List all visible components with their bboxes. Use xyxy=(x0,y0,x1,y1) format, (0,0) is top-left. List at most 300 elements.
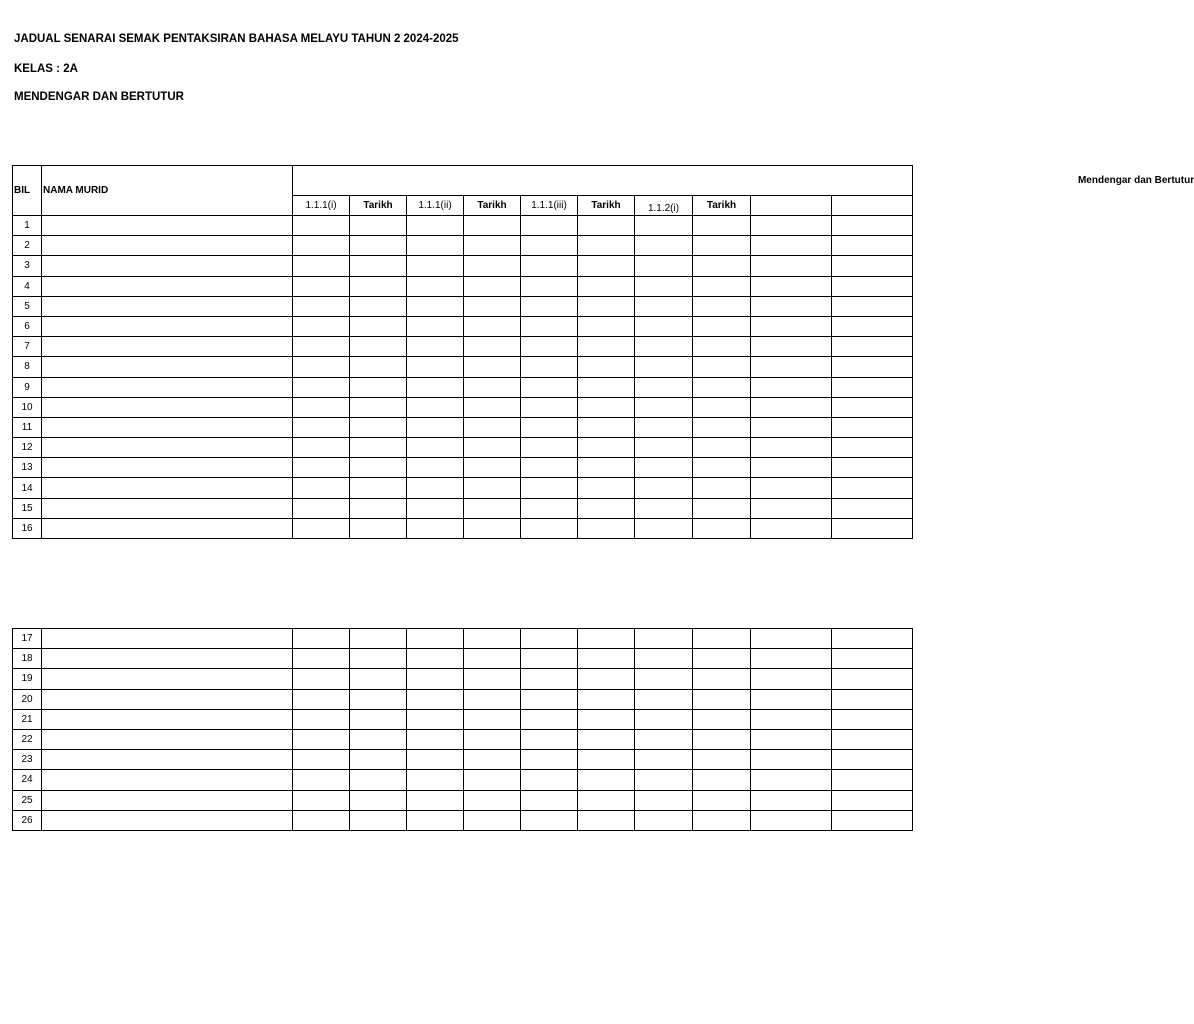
assessment-cell[interactable] xyxy=(635,770,693,790)
assessment-cell[interactable] xyxy=(521,296,578,316)
assessment-cell[interactable] xyxy=(293,216,350,236)
assessment-cell[interactable] xyxy=(635,649,693,669)
assessment-cell[interactable] xyxy=(407,256,464,276)
date-cell[interactable] xyxy=(693,729,751,749)
date-cell[interactable] xyxy=(578,478,635,498)
date-cell[interactable] xyxy=(832,256,913,276)
date-cell[interactable] xyxy=(578,629,635,649)
date-cell[interactable] xyxy=(832,518,913,538)
date-cell[interactable] xyxy=(464,276,521,296)
date-cell[interactable] xyxy=(832,316,913,336)
assessment-cell[interactable] xyxy=(751,649,832,669)
assessment-cell[interactable] xyxy=(293,669,350,689)
assessment-cell[interactable] xyxy=(635,236,693,256)
assessment-cell[interactable] xyxy=(635,357,693,377)
date-cell[interactable] xyxy=(464,689,521,709)
table-row xyxy=(13,458,913,478)
assessment-cell[interactable] xyxy=(751,296,832,316)
date-cell[interactable] xyxy=(350,790,407,810)
student-name-cell[interactable] xyxy=(42,397,293,417)
date-cell[interactable] xyxy=(464,629,521,649)
assessment-cell[interactable] xyxy=(751,810,832,830)
assessment-cell[interactable] xyxy=(521,276,578,296)
assessment-cell[interactable] xyxy=(521,256,578,276)
assessment-cell[interactable] xyxy=(635,810,693,830)
assessment-cell[interactable] xyxy=(751,377,832,397)
row-number: 1 xyxy=(13,216,42,236)
date-cell[interactable] xyxy=(578,216,635,236)
assessment-cell[interactable] xyxy=(293,276,350,296)
assessment-cell[interactable] xyxy=(635,709,693,729)
assessment-cell[interactable] xyxy=(293,478,350,498)
student-name-cell[interactable] xyxy=(42,629,293,649)
assessment-cell[interactable] xyxy=(635,669,693,689)
assessment-cell[interactable] xyxy=(635,478,693,498)
date-cell[interactable] xyxy=(578,276,635,296)
assessment-cell[interactable] xyxy=(751,689,832,709)
assessment-cell[interactable] xyxy=(293,709,350,729)
assessment-cell[interactable] xyxy=(751,216,832,236)
assessment-cell[interactable] xyxy=(751,276,832,296)
assessment-cell[interactable] xyxy=(407,770,464,790)
date-cell[interactable] xyxy=(693,377,751,397)
assessment-cell[interactable] xyxy=(751,518,832,538)
assessment-cell[interactable] xyxy=(293,689,350,709)
date-cell[interactable] xyxy=(578,518,635,538)
date-cell[interactable] xyxy=(350,377,407,397)
assessment-cell[interactable] xyxy=(521,458,578,478)
assessment-cell[interactable] xyxy=(521,669,578,689)
date-cell[interactable] xyxy=(350,810,407,830)
assessment-cell[interactable] xyxy=(407,518,464,538)
date-cell[interactable] xyxy=(578,810,635,830)
student-name-cell[interactable] xyxy=(42,689,293,709)
date-cell[interactable] xyxy=(464,709,521,729)
subheader-3: Tarikh xyxy=(464,196,521,216)
date-cell[interactable] xyxy=(693,337,751,357)
date-cell[interactable] xyxy=(832,236,913,256)
assessment-cell[interactable] xyxy=(407,478,464,498)
assessment-cell[interactable] xyxy=(521,790,578,810)
row-number: 23 xyxy=(13,750,42,770)
assessment-cell[interactable] xyxy=(407,236,464,256)
student-name-cell[interactable] xyxy=(42,669,293,689)
assessment-cell[interactable] xyxy=(751,417,832,437)
assessment-cell[interactable] xyxy=(293,649,350,669)
assessment-cell[interactable] xyxy=(407,669,464,689)
assessment-cell[interactable] xyxy=(751,669,832,689)
date-cell[interactable] xyxy=(832,649,913,669)
assessment-cell[interactable] xyxy=(293,810,350,830)
date-cell[interactable] xyxy=(350,478,407,498)
date-cell[interactable] xyxy=(464,810,521,830)
date-cell[interactable] xyxy=(832,276,913,296)
assessment-cell[interactable] xyxy=(635,276,693,296)
section-title: MENDENGAR DAN BERTUTUR xyxy=(14,91,184,103)
date-cell[interactable] xyxy=(578,709,635,729)
date-cell[interactable] xyxy=(350,649,407,669)
date-cell[interactable] xyxy=(464,337,521,357)
student-name-cell[interactable] xyxy=(42,377,293,397)
assessment-cell[interactable] xyxy=(635,377,693,397)
date-cell[interactable] xyxy=(578,296,635,316)
assessment-cell[interactable] xyxy=(751,629,832,649)
assessment-cell[interactable] xyxy=(751,790,832,810)
assessment-cell[interactable] xyxy=(521,709,578,729)
date-cell[interactable] xyxy=(832,629,913,649)
assessment-cell[interactable] xyxy=(521,397,578,417)
date-cell[interactable] xyxy=(578,790,635,810)
assessment-cell[interactable] xyxy=(521,478,578,498)
date-cell[interactable] xyxy=(578,649,635,669)
row-number: 24 xyxy=(13,770,42,790)
assessment-cell[interactable] xyxy=(751,729,832,749)
date-cell[interactable] xyxy=(693,689,751,709)
date-cell[interactable] xyxy=(832,296,913,316)
assessment-cell[interactable] xyxy=(293,518,350,538)
assessment-cell[interactable] xyxy=(751,256,832,276)
row-number: 11 xyxy=(13,417,42,437)
date-cell[interactable] xyxy=(693,498,751,518)
student-name-cell[interactable] xyxy=(42,417,293,437)
assessment-cell[interactable] xyxy=(521,236,578,256)
assessment-cell[interactable] xyxy=(635,316,693,336)
row-number: 5 xyxy=(13,296,42,316)
assessment-cell[interactable] xyxy=(521,498,578,518)
date-cell[interactable] xyxy=(693,397,751,417)
assessment-cell[interactable] xyxy=(293,790,350,810)
date-cell[interactable] xyxy=(693,276,751,296)
table-row xyxy=(13,276,913,296)
student-name-cell[interactable] xyxy=(42,296,293,316)
date-cell[interactable] xyxy=(464,236,521,256)
date-cell[interactable] xyxy=(578,357,635,377)
assessment-cell[interactable] xyxy=(293,377,350,397)
date-cell[interactable] xyxy=(693,478,751,498)
date-cell[interactable] xyxy=(350,216,407,236)
date-cell[interactable] xyxy=(693,649,751,669)
student-name-cell[interactable] xyxy=(42,770,293,790)
student-name-cell[interactable] xyxy=(42,729,293,749)
date-cell[interactable] xyxy=(464,296,521,316)
date-cell[interactable] xyxy=(832,750,913,770)
date-cell[interactable] xyxy=(464,478,521,498)
date-cell[interactable] xyxy=(578,377,635,397)
assessment-cell[interactable] xyxy=(293,236,350,256)
assessment-cell[interactable] xyxy=(635,790,693,810)
assessment-cell[interactable] xyxy=(293,316,350,336)
date-cell[interactable] xyxy=(832,216,913,236)
date-cell[interactable] xyxy=(578,770,635,790)
assessment-cell[interactable] xyxy=(407,417,464,437)
assessment-cell[interactable] xyxy=(407,689,464,709)
assessment-cell[interactable] xyxy=(751,357,832,377)
date-cell[interactable] xyxy=(464,729,521,749)
date-cell[interactable] xyxy=(350,417,407,437)
date-cell[interactable] xyxy=(693,236,751,256)
assessment-cell[interactable] xyxy=(293,629,350,649)
date-cell[interactable] xyxy=(693,438,751,458)
date-cell[interactable] xyxy=(693,216,751,236)
assessment-cell[interactable] xyxy=(635,256,693,276)
assessment-cell[interactable] xyxy=(521,377,578,397)
date-cell[interactable] xyxy=(832,709,913,729)
date-cell[interactable] xyxy=(350,729,407,749)
assessment-cell[interactable] xyxy=(407,810,464,830)
date-cell[interactable] xyxy=(350,689,407,709)
assessment-cell[interactable] xyxy=(407,629,464,649)
assessment-cell[interactable] xyxy=(751,498,832,518)
assessment-cell[interactable] xyxy=(407,397,464,417)
date-cell[interactable] xyxy=(350,438,407,458)
assessment-cell[interactable] xyxy=(293,498,350,518)
student-name-cell[interactable] xyxy=(42,810,293,830)
assessment-cell[interactable] xyxy=(293,337,350,357)
table-row xyxy=(13,478,913,498)
date-cell[interactable] xyxy=(832,790,913,810)
date-cell[interactable] xyxy=(693,316,751,336)
date-cell[interactable] xyxy=(693,750,751,770)
assessment-cell[interactable] xyxy=(635,750,693,770)
date-cell[interactable] xyxy=(693,770,751,790)
date-cell[interactable] xyxy=(350,498,407,518)
assessment-cell[interactable] xyxy=(521,649,578,669)
date-cell[interactable] xyxy=(832,377,913,397)
student-name-cell[interactable] xyxy=(42,709,293,729)
date-cell[interactable] xyxy=(350,256,407,276)
assessment-cell[interactable] xyxy=(635,729,693,749)
assessment-cell[interactable] xyxy=(521,770,578,790)
assessment-cell[interactable] xyxy=(635,498,693,518)
date-cell[interactable] xyxy=(693,357,751,377)
date-cell[interactable] xyxy=(350,296,407,316)
date-cell[interactable] xyxy=(578,417,635,437)
assessment-cell[interactable] xyxy=(407,790,464,810)
date-cell[interactable] xyxy=(693,790,751,810)
date-cell[interactable] xyxy=(350,458,407,478)
date-cell[interactable] xyxy=(693,629,751,649)
date-cell[interactable] xyxy=(350,669,407,689)
date-cell[interactable] xyxy=(578,689,635,709)
date-cell[interactable] xyxy=(832,729,913,749)
date-cell[interactable] xyxy=(350,518,407,538)
date-cell[interactable] xyxy=(578,397,635,417)
date-cell[interactable] xyxy=(693,458,751,478)
date-cell[interactable] xyxy=(464,216,521,236)
assessment-cell[interactable] xyxy=(407,357,464,377)
assessment-cell[interactable] xyxy=(407,649,464,669)
assessment-cell[interactable] xyxy=(293,256,350,276)
date-cell[interactable] xyxy=(464,669,521,689)
date-cell[interactable] xyxy=(578,256,635,276)
assessment-cell[interactable] xyxy=(407,276,464,296)
date-cell[interactable] xyxy=(464,498,521,518)
assessment-cell[interactable] xyxy=(521,357,578,377)
date-cell[interactable] xyxy=(350,337,407,357)
student-name-cell[interactable] xyxy=(42,498,293,518)
assessment-cell[interactable] xyxy=(751,438,832,458)
student-name-cell[interactable] xyxy=(42,458,293,478)
assessment-cell[interactable] xyxy=(293,296,350,316)
date-cell[interactable] xyxy=(832,770,913,790)
assessment-cell[interactable] xyxy=(407,458,464,478)
assessment-cell[interactable] xyxy=(751,458,832,478)
date-cell[interactable] xyxy=(578,236,635,256)
assessment-cell[interactable] xyxy=(407,316,464,336)
date-cell[interactable] xyxy=(464,770,521,790)
student-name-cell[interactable] xyxy=(42,750,293,770)
assessment-cell[interactable] xyxy=(635,417,693,437)
assessment-cell[interactable] xyxy=(635,216,693,236)
date-cell[interactable] xyxy=(578,316,635,336)
assessment-cell[interactable] xyxy=(407,438,464,458)
assessment-cell[interactable] xyxy=(635,397,693,417)
assessment-cell[interactable] xyxy=(293,750,350,770)
row-number: 9 xyxy=(13,377,42,397)
assessment-cell[interactable] xyxy=(635,629,693,649)
assessment-cell[interactable] xyxy=(635,518,693,538)
assessment-cell[interactable] xyxy=(751,750,832,770)
date-cell[interactable] xyxy=(832,357,913,377)
date-cell[interactable] xyxy=(693,709,751,729)
assessment-cell[interactable] xyxy=(293,397,350,417)
student-name-cell[interactable] xyxy=(42,337,293,357)
assessment-cell[interactable] xyxy=(293,729,350,749)
student-name-cell[interactable] xyxy=(42,236,293,256)
date-cell[interactable] xyxy=(578,750,635,770)
table-row xyxy=(13,316,913,336)
assessment-cell[interactable] xyxy=(751,397,832,417)
assessment-cell[interactable] xyxy=(751,709,832,729)
student-name-cell[interactable] xyxy=(42,357,293,377)
date-cell[interactable] xyxy=(350,276,407,296)
assessment-cell[interactable] xyxy=(751,236,832,256)
row-number: 15 xyxy=(13,498,42,518)
assessment-cell[interactable] xyxy=(751,316,832,336)
date-cell[interactable] xyxy=(464,458,521,478)
date-cell[interactable] xyxy=(350,770,407,790)
assessment-cell[interactable] xyxy=(521,750,578,770)
date-cell[interactable] xyxy=(832,458,913,478)
assessment-cell[interactable] xyxy=(407,377,464,397)
assessment-cell[interactable] xyxy=(521,689,578,709)
date-cell[interactable] xyxy=(464,790,521,810)
assessment-cell[interactable] xyxy=(293,417,350,437)
assessment-cell[interactable] xyxy=(293,438,350,458)
assessment-cell[interactable] xyxy=(407,296,464,316)
student-name-cell[interactable] xyxy=(42,316,293,336)
date-cell[interactable] xyxy=(578,458,635,478)
date-cell[interactable] xyxy=(464,357,521,377)
date-cell[interactable] xyxy=(832,438,913,458)
date-cell[interactable] xyxy=(464,518,521,538)
student-name-cell[interactable] xyxy=(42,649,293,669)
student-name-cell[interactable] xyxy=(42,478,293,498)
date-cell[interactable] xyxy=(832,417,913,437)
date-cell[interactable] xyxy=(350,629,407,649)
assessment-cell[interactable] xyxy=(521,337,578,357)
assessment-cell[interactable] xyxy=(635,458,693,478)
date-cell[interactable] xyxy=(578,669,635,689)
assessment-cell[interactable] xyxy=(635,438,693,458)
date-cell[interactable] xyxy=(578,729,635,749)
date-cell[interactable] xyxy=(350,357,407,377)
date-cell[interactable] xyxy=(464,316,521,336)
date-cell[interactable] xyxy=(832,669,913,689)
date-cell[interactable] xyxy=(693,810,751,830)
date-cell[interactable] xyxy=(464,649,521,669)
student-name-cell[interactable] xyxy=(42,276,293,296)
assessment-cell[interactable] xyxy=(521,810,578,830)
date-cell[interactable] xyxy=(832,337,913,357)
assessment-cell[interactable] xyxy=(521,438,578,458)
date-cell[interactable] xyxy=(578,337,635,357)
date-cell[interactable] xyxy=(350,709,407,729)
date-cell[interactable] xyxy=(464,377,521,397)
date-cell[interactable] xyxy=(350,750,407,770)
student-name-cell[interactable] xyxy=(42,790,293,810)
date-cell[interactable] xyxy=(350,236,407,256)
assessment-cell[interactable] xyxy=(521,518,578,538)
student-name-cell[interactable] xyxy=(42,438,293,458)
student-name-cell[interactable] xyxy=(42,216,293,236)
date-cell[interactable] xyxy=(693,296,751,316)
date-cell[interactable] xyxy=(464,256,521,276)
date-cell[interactable] xyxy=(832,397,913,417)
date-cell[interactable] xyxy=(693,256,751,276)
date-cell[interactable] xyxy=(693,669,751,689)
date-cell[interactable] xyxy=(464,438,521,458)
date-cell[interactable] xyxy=(693,417,751,437)
student-name-cell[interactable] xyxy=(42,518,293,538)
date-cell[interactable] xyxy=(578,438,635,458)
checklist-table-part-1-container xyxy=(12,165,1194,540)
assessment-cell[interactable] xyxy=(521,316,578,336)
assessment-cell[interactable] xyxy=(751,770,832,790)
assessment-cell[interactable] xyxy=(521,729,578,749)
assessment-cell[interactable] xyxy=(407,498,464,518)
date-cell[interactable] xyxy=(350,397,407,417)
assessment-cell[interactable] xyxy=(293,458,350,478)
date-cell[interactable] xyxy=(832,689,913,709)
date-cell[interactable] xyxy=(464,397,521,417)
date-cell[interactable] xyxy=(832,498,913,518)
date-cell[interactable] xyxy=(693,518,751,538)
assessment-cell[interactable] xyxy=(407,709,464,729)
assessment-cell[interactable] xyxy=(407,337,464,357)
assessment-cell[interactable] xyxy=(635,296,693,316)
assessment-cell[interactable] xyxy=(635,689,693,709)
assessment-cell[interactable] xyxy=(521,629,578,649)
assessment-cell[interactable] xyxy=(293,357,350,377)
date-cell[interactable] xyxy=(578,498,635,518)
assessment-cell[interactable] xyxy=(751,478,832,498)
assessment-cell[interactable] xyxy=(293,770,350,790)
date-cell[interactable] xyxy=(464,750,521,770)
assessment-cell[interactable] xyxy=(521,216,578,236)
student-name-cell[interactable] xyxy=(42,256,293,276)
assessment-cell[interactable] xyxy=(521,417,578,437)
date-cell[interactable] xyxy=(832,478,913,498)
assessment-cell[interactable] xyxy=(407,216,464,236)
assessment-cell[interactable] xyxy=(407,729,464,749)
date-cell[interactable] xyxy=(464,417,521,437)
assessment-cell[interactable] xyxy=(407,750,464,770)
assessment-cell[interactable] xyxy=(635,337,693,357)
date-cell[interactable] xyxy=(350,316,407,336)
assessment-cell[interactable] xyxy=(751,337,832,357)
date-cell[interactable] xyxy=(832,810,913,830)
